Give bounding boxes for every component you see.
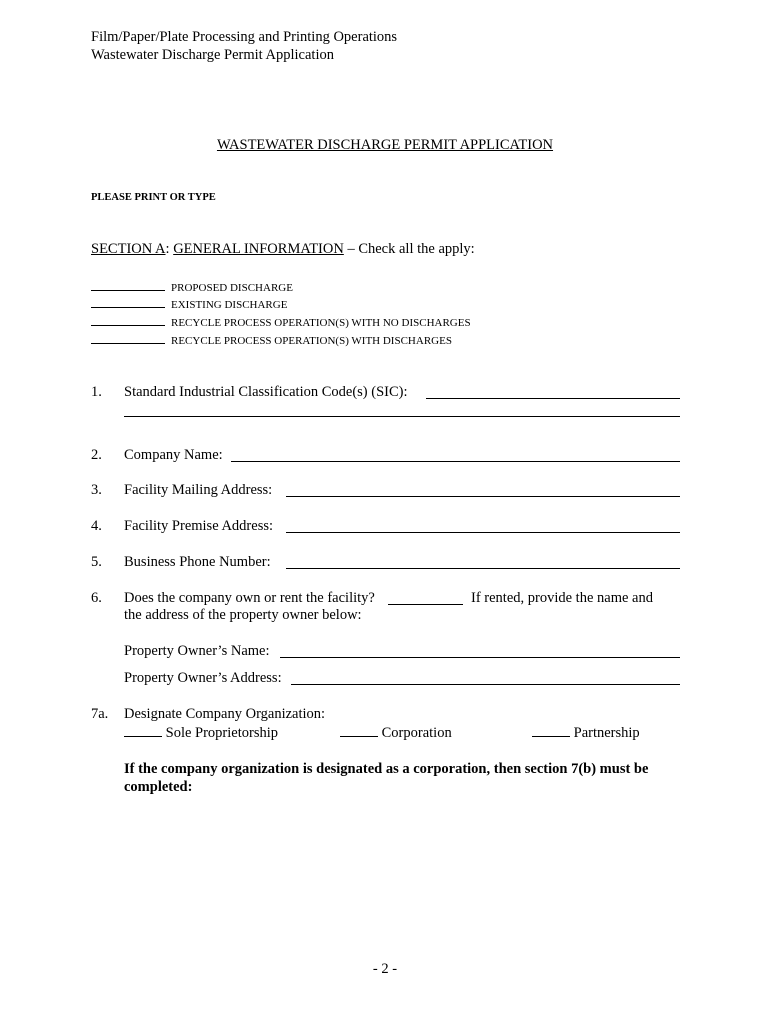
item-number: 6. — [91, 590, 102, 606]
sic-code-field-2[interactable] — [124, 416, 680, 417]
section-a-label: SECTION A — [91, 241, 166, 257]
sic-code-field[interactable] — [426, 398, 680, 399]
partnership-blank[interactable] — [532, 724, 570, 737]
option-label: Partnership — [573, 725, 640, 741]
own-or-rent-label: Does the company own or rent the facility? — [124, 590, 375, 606]
owner-instructions: the address of the property owner below: — [124, 607, 362, 623]
owner-name-label: Property Owner’s Name: — [124, 643, 270, 659]
item-number: 4. — [91, 518, 102, 534]
checklist-label: RECYCLE PROCESS OPERATION(S) WITH NO DISCHARGES — [171, 317, 471, 329]
header-line-1: Film/Paper/Plate Processing and Printing Operations — [91, 29, 398, 45]
corporation-note-line-1: If the company organization is designated as a corporation, then section 7(b) must be — [124, 761, 649, 777]
checklist-label: RECYCLE PROCESS OPERATION(S) WITH DISCHARGES — [171, 335, 452, 347]
check-blank[interactable] — [91, 280, 165, 291]
mailing-address-field[interactable] — [286, 496, 680, 497]
owner-address-label: Property Owner’s Address: — [124, 670, 282, 686]
company-name-label: Company Name: — [124, 447, 223, 463]
option-label: Corporation — [381, 725, 452, 741]
print-instruction: PLEASE PRINT OR TYPE — [91, 192, 216, 203]
corporation-note-line-2: completed: — [124, 779, 193, 795]
premise-address-label: Facility Premise Address: — [124, 518, 274, 534]
item-number: 5. — [91, 554, 102, 570]
option-sole-proprietorship — [124, 724, 278, 742]
owner-address-field[interactable] — [291, 684, 680, 685]
item-number: 2. — [91, 447, 102, 463]
phone-number-field[interactable] — [286, 568, 680, 569]
sic-code-label: Standard Industrial Classification Code(s) (SIC): — [124, 384, 408, 400]
item-number: 7a. — [91, 706, 109, 722]
section-a-colon: : — [165, 241, 174, 257]
option-partnership — [532, 724, 640, 742]
mailing-address-label: Facility Mailing Address: — [124, 482, 273, 498]
item-number: 3. — [91, 482, 102, 498]
organization-label: Designate Company Organization: — [124, 706, 326, 722]
header-line-2: Wastewater Discharge Permit Application — [91, 47, 334, 63]
checklist-label: PROPOSED DISCHARGE — [171, 282, 293, 294]
option-label: Sole Proprietorship — [165, 725, 278, 741]
checklist-item-proposed — [91, 280, 293, 294]
owner-name-field[interactable] — [280, 657, 680, 658]
company-name-field[interactable] — [231, 461, 680, 462]
check-blank[interactable] — [91, 297, 165, 308]
option-corporation — [340, 724, 452, 742]
section-a-suffix: – Check all the apply: — [343, 241, 475, 257]
check-blank[interactable] — [91, 315, 165, 326]
section-a-heading — [91, 241, 475, 258]
premise-address-field[interactable] — [286, 532, 680, 533]
checklist-label: EXISTING DISCHARGE — [171, 299, 288, 311]
check-blank[interactable] — [91, 333, 165, 344]
own-or-rent-field[interactable] — [388, 604, 463, 605]
section-a-title: GENERAL INFORMATION — [173, 241, 344, 257]
corporation-blank[interactable] — [340, 724, 378, 737]
sole-proprietorship-blank[interactable] — [124, 724, 162, 737]
item-number: 1. — [91, 384, 102, 400]
phone-number-label: Business Phone Number: — [124, 554, 271, 570]
page-number: - 2 - — [372, 961, 398, 977]
checklist-item-recycle-discharge — [91, 333, 452, 347]
checklist-item-recycle-no-discharge — [91, 315, 471, 329]
page-title: WASTEWATER DISCHARGE PERMIT APPLICATION — [216, 137, 554, 153]
rent-note: If rented, provide the name and — [471, 590, 653, 606]
checklist-item-existing — [91, 297, 287, 311]
